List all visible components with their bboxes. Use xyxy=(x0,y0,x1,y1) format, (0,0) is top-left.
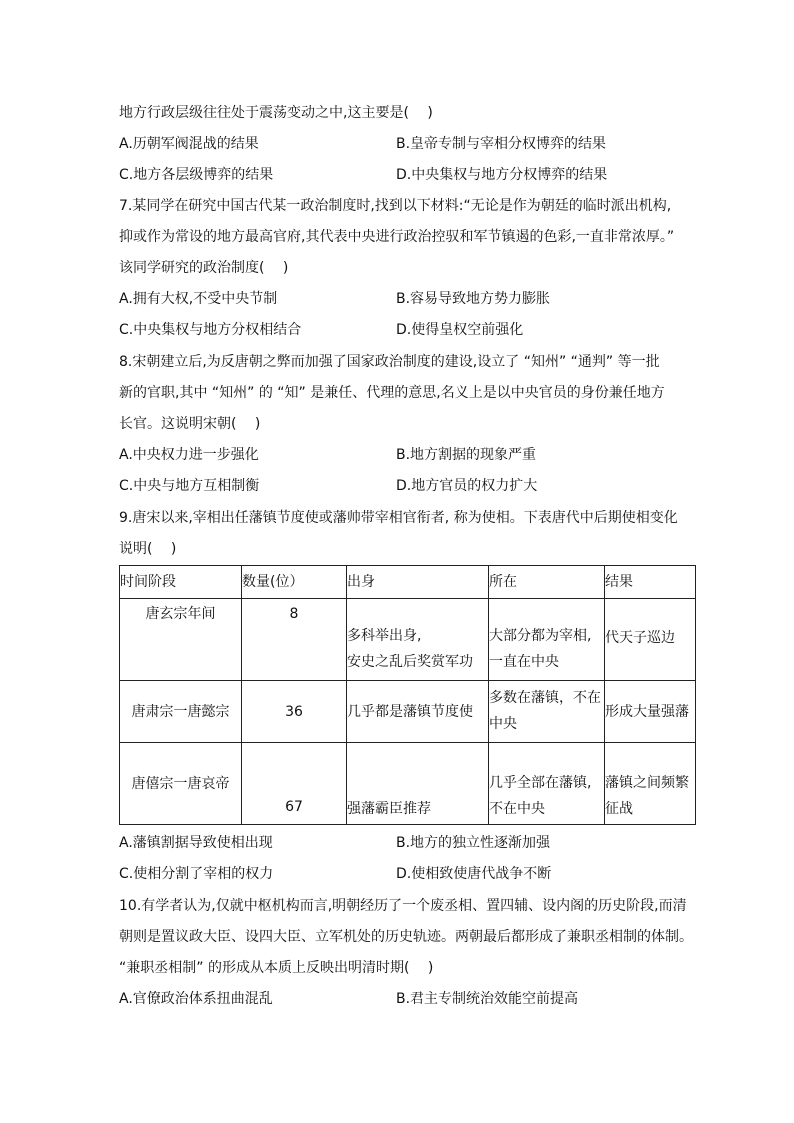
q8-option-a: A.中央权力进一步强化 xyxy=(119,447,259,463)
row1-origin-line-2: 安史之乱后奖赏军功 xyxy=(347,654,473,670)
row3-location-line-1: 几乎全部在藩镇, xyxy=(489,775,592,791)
q8-option-c: C.中央与地方互相制衡 xyxy=(119,478,260,494)
table-row xyxy=(120,743,696,825)
header-location: 所在 xyxy=(489,566,605,599)
header-period: 时间阶段 xyxy=(120,566,242,599)
q7-option-a: A.拥有大权,不受中央节制 xyxy=(119,291,278,307)
q6-option-d: D.中央集权与地方分权博弈的结果 xyxy=(396,167,608,183)
q7-option-c: C.中央集权与地方分权相结合 xyxy=(119,322,302,338)
q10-stem-line-3: “兼职丞相制” 的形成从本质上反映出明清时期( ) xyxy=(119,960,434,976)
row3-count: 67 xyxy=(285,799,303,815)
q9-option-c: C.使相分割了宰相的权力 xyxy=(119,866,274,882)
row1-result: 代天子巡边 xyxy=(605,630,675,646)
q6-option-b: B.皇帝专制与宰相分权博弈的结果 xyxy=(396,136,607,152)
table-row xyxy=(120,681,696,743)
q10-stem-line-2: 朝则是置议政大臣、设四大臣、立军机处的历史轨迹。两朝最后都形成了兼职丞相制的体制。 xyxy=(119,929,693,945)
table-row xyxy=(120,599,696,681)
row1-period: 唐玄宗年间 xyxy=(145,606,216,622)
q6-option-c: C.地方各层级博弈的结果 xyxy=(119,167,274,183)
row2-count: 36 xyxy=(285,703,303,720)
q9-option-a: A.藩镇割据导致使相出现 xyxy=(119,835,273,851)
q10-option-a: A.官僚政治体系扭曲混乱 xyxy=(119,991,273,1007)
row1-count: 8 xyxy=(289,606,299,622)
row1-location-line-2: 一直在中央 xyxy=(489,654,559,670)
row2-origin: 几乎都是藩镇节度使 xyxy=(347,703,473,720)
header-origin: 出身 xyxy=(347,566,489,599)
q9-option-b: B.地方的独立性逐渐加强 xyxy=(396,835,551,851)
q7-stem-line-1: 7.某同学在研究中国古代某一政治制度时,找到以下材料:“无论是作为朝廷的临时派出机构, xyxy=(119,198,672,214)
header-result: 结果 xyxy=(605,566,696,599)
row2-location-line-2: 中央 xyxy=(489,716,517,732)
q9-stem-line-2: 说明( ) xyxy=(119,541,177,557)
q9-stem-line-1: 9.唐宋以来,宰相出任藩镇节度使或藩帅带宰相官衔者, 称为使相。下表唐代中后期使相变化 xyxy=(119,510,678,526)
q8-option-b: B.地方割据的现象严重 xyxy=(396,447,537,463)
q9-option-d: D.使相致使唐代战争不断 xyxy=(396,866,552,882)
q7-option-b: B.容易导致地方势力膨胀 xyxy=(396,291,551,307)
row2-location-line-1: 多数在藩镇，不在 xyxy=(489,690,601,706)
q7-option-d: D.使得皇权空前强化 xyxy=(396,322,524,338)
row3-result-line-2: 征战 xyxy=(605,801,633,817)
q8-option-d: D.地方官员的权力扩大 xyxy=(396,478,538,494)
q10-stem-line-1: 10.有学者认为,仅就中枢机构而言,明朝经历了一个废丞相、置四辅、设内阁的历史阶段,而清 xyxy=(119,898,687,914)
q8-stem-line-2: 新的官职,其中 “知州” 的 “知” 是兼任、代理的意思,名义上是以中央官员的身份兼任地方 xyxy=(119,385,665,401)
row3-result-line-1: 藩镇之间频繁 xyxy=(605,775,689,791)
q8-stem-line-1: 8.宋朝建立后,为反唐朝之弊而加强了国家政治制度的建设,设立了 “知州” “通判” 等一批 xyxy=(119,354,660,370)
row3-origin: 强藩霸臣推荐 xyxy=(347,801,431,817)
table-header-row xyxy=(120,566,696,599)
row2-result: 形成大量强藩 xyxy=(605,703,689,720)
q9-table xyxy=(119,565,696,825)
q6-option-a: A.历朝军阀混战的结果 xyxy=(119,136,259,152)
q6-stem: 地方行政层级往往处于震荡变动之中,这主要是( ) xyxy=(119,105,433,121)
q7-stem-line-3: 该同学研究的政治制度( ) xyxy=(119,260,289,276)
q7-stem-line-2: 抑或作为常设的地方最高官府,其代表中央进行政治控驭和军节镇遏的色彩,一直非常浓厚。” xyxy=(119,229,675,245)
row1-location-line-1: 大部分都为宰相, xyxy=(489,628,592,644)
row3-location-line-2: 不在中央 xyxy=(489,801,545,817)
q10-option-b: B.君主专制统治效能空前提高 xyxy=(396,991,579,1007)
header-count: 数量(位） xyxy=(242,566,347,599)
q8-stem-line-3: 长官。这说明宋朝( ) xyxy=(119,416,261,432)
row2-period: 唐肃宗一唐懿宗 xyxy=(131,703,230,720)
row1-origin-line-1: 多科举出身, xyxy=(347,628,422,644)
row3-period: 唐僖宗一唐哀帝 xyxy=(131,775,230,792)
